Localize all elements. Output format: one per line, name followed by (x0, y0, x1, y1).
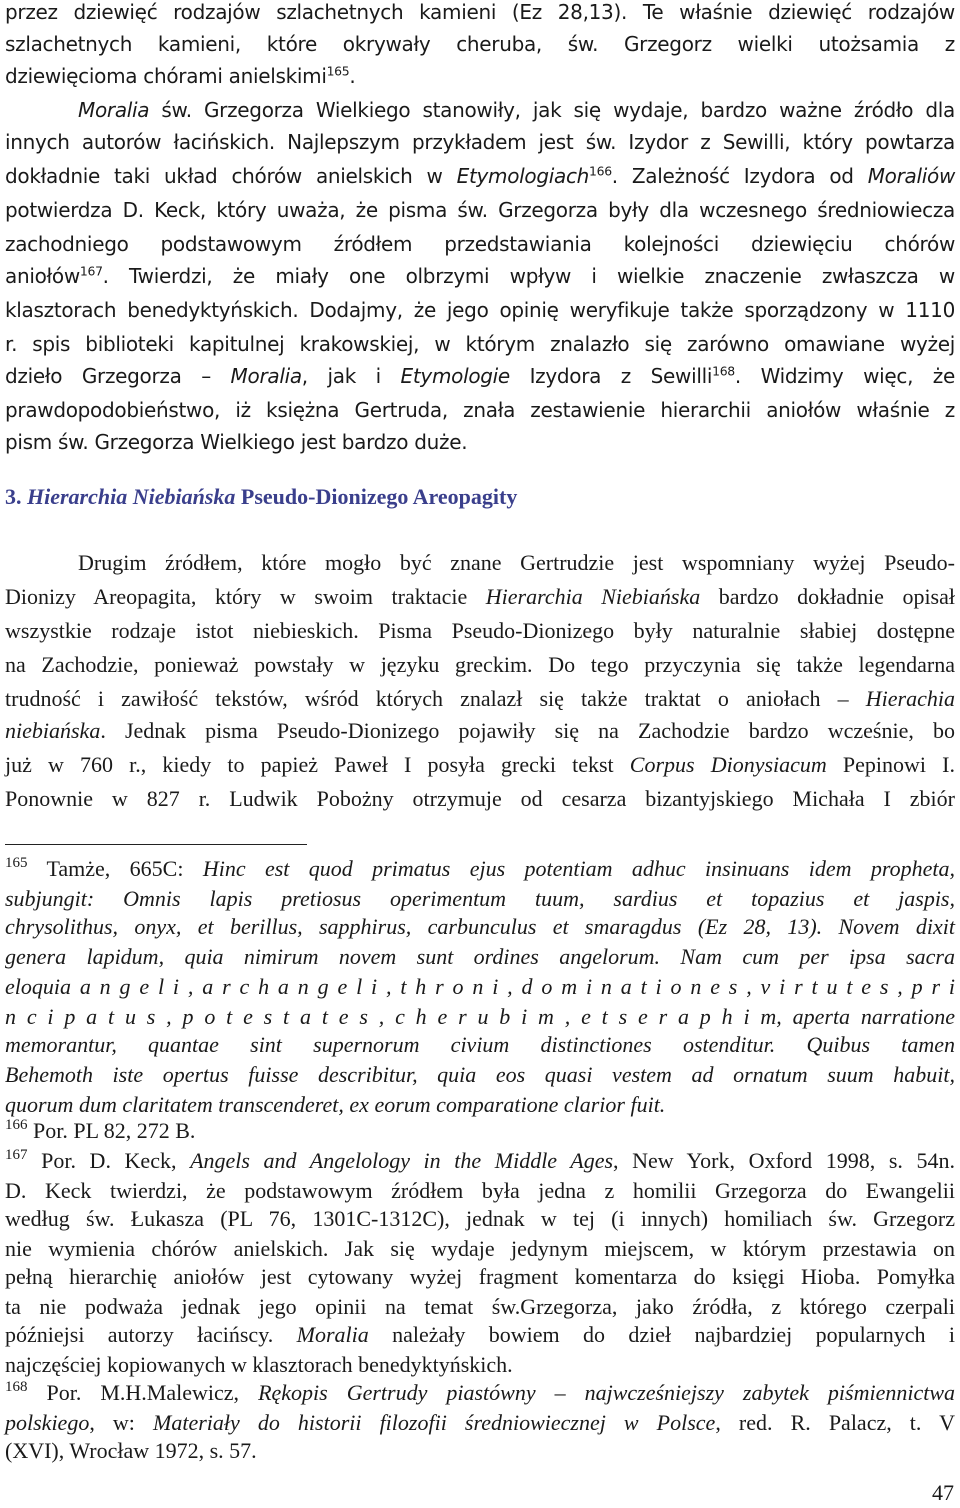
text-line: dziewięcioma chórami anielskimi$^{165}$. (5, 63, 356, 88)
footnote-line: $^{167}$ Por. D. Keck, Angels and Angelology in the Middle Ages, New York, Oxford 1998, s. 54n. (5, 1147, 956, 1173)
italic-text: Etymologiach (456, 164, 590, 188)
page-number: 47 (932, 1480, 954, 1505)
italic-text: Materiały do historii filozofii średniowiecznej w Polsce (153, 1410, 716, 1435)
text-line: szlachetnych kamieni, które okrywały cheruba, św. Grzegorz wielki utożsamia z (5, 32, 955, 56)
text-line: potwierdza D. Keck, który uważa, że pisma św. Grzegorza były dla wczesnego średniowiecza (5, 198, 955, 222)
italic-text: Moraliów (867, 164, 955, 188)
footnote-line: późniejsi autorzy łacińscy. Moralia należały bowiem do dzieł najbardziej popularnych i (5, 1322, 956, 1347)
italic-text: polskiego (5, 1410, 90, 1435)
footnote-line: $^{166}$ Por. PL 82, 272 B. (5, 1117, 196, 1143)
footnote-line: pełną hierarchię aniołów jest cytowany wyżej fragment komentarza do księgi Hioba. Pomyłka (5, 1264, 955, 1289)
footnote-number: 168 (5, 1379, 28, 1395)
footnote-ref: 168 (712, 363, 735, 379)
italic-text: Moralia (296, 1322, 369, 1347)
text-line: już w 760 r., kiedy to papież Paweł I posyła grecki tekst Corpus Dionysiacum Pepinowi I. (5, 752, 955, 777)
footnote-ref: 166 (589, 163, 612, 179)
footnote-line (5, 1062, 955, 1088)
text-line: na Zachodzie, ponieważ powstały w języku greckim. Do tego przyczynia się także legendarna (5, 652, 955, 677)
footnote-line: według św. Łukasza (PL 76, 1301C-1312C), jednak w tej (i innych) homiliach św. Grzegorz (5, 1206, 955, 1231)
footnote-line (5, 944, 955, 970)
text-line: trudność i zawiłość tekstów, wśród których znalazł się także traktat o aniołach – Hierachia (5, 686, 955, 711)
italic-text: Moralia (78, 98, 150, 122)
footnote-ref: 165 (326, 63, 350, 79)
italic-text: genera lapidum, quia nimirum novem sunt ordines angelorum. Nam cum per ipsa sacra (5, 944, 955, 969)
italic-text: Hierarchia Niebiańska (485, 584, 701, 609)
footnote-number: 166 (5, 1117, 28, 1133)
footnote-number: 167 (5, 1147, 28, 1163)
text-line: pism św. Grzegorza Wielkiego jest bardzo duże. (5, 430, 468, 454)
footnote-line (5, 1092, 955, 1118)
text-line: Drugim źródłem, które mogło być znane Gertrudzie jest wspomniany wyżej Pseudo- (78, 550, 955, 575)
footnote-line: D. Keck twierdzi, że podstawowym źródłem była jedna z homilii Grzegorza do Ewangelii (5, 1178, 955, 1203)
italic-text: Hierachia (865, 686, 955, 711)
italic-text: n c i p a t u s , p o t e s t a t e s , c h e r u b i m , e t s e r a p h i m, aperta narratione (5, 1004, 955, 1029)
footnote-line: (XVI), Wrocław 1972, s. 57. (5, 1438, 257, 1463)
footnote-line: $^{168}$ Por. M.H.Malewicz, Rękopis Gertrudy piastówny – najwcześniejszy zabytek piśmiennictwa (5, 1379, 956, 1405)
footnote-line (5, 914, 955, 940)
footnote-line: najczęściej kopiowanych w klasztorach benedyktyńskich. (5, 1352, 513, 1377)
italic-text: Angels and Angelology in the Middle Ages (190, 1148, 614, 1173)
text-line: dzieło Grzegorza – Moralia, jak i Etymologie Izydora z Sewilli$^{168}$. Widzimy więc, że (5, 363, 955, 388)
italic-text: Hinc est quod primatus ejus potentiam adhuc insinuans idem propheta, (202, 856, 955, 881)
italic-text: eloquia a n g e l i , a r c h a n g e l i , t h r o n i , d o m i n a t i o n e s , v i r t u t e s , p r i (5, 974, 955, 999)
italic-text: quorum dum claritatem transcenderet, ex eorum comparatione clarior fuit. (5, 1092, 666, 1117)
italic-text: memorantur, quantae sint supernorum civium distinctiones ostenditur. Quibus tamen (5, 1032, 955, 1057)
footnote-line: $^{165}$ Tamże, 665C: Hinc est quod primatus ejus potentiam adhuc insinuans idem propheta, (5, 855, 955, 881)
italic-text: Moralia (230, 364, 302, 388)
text-line: klasztorach benedyktyńskich. Dodajmy, że jego opinię weryfikuje także sporządzony w 1110 (5, 298, 955, 322)
footnote-ref: 167 (79, 263, 103, 279)
section-title-italic: Hierarchia Niebiańska (27, 484, 236, 509)
text-line: Dionizy Areopagita, który w swoim traktacie Hierarchia Niebiańska bardzo dokładnie opisał (5, 584, 955, 609)
italic-text: Corpus Dionysiacum (629, 752, 827, 777)
section-title-rest: Pseudo-Dionizego Areopagity (235, 484, 518, 509)
footnote-separator (5, 844, 307, 845)
footnote-line: polskiego, w: Materiały do historii filozofii średniowiecznej w Polsce, red. R. Palacz, t. V (5, 1410, 955, 1435)
section-number: 3. (5, 484, 22, 509)
footnote-line (5, 974, 955, 1000)
italic-text: niebiańska (5, 718, 101, 743)
footnote-line (5, 1004, 955, 1030)
text-line: r. spis biblioteki kapitulnej krakowskiej, w którym znalazło się zarówno omawiane wyżej (5, 332, 955, 356)
footnote-number: 165 (5, 855, 28, 871)
footnote-line (5, 1032, 955, 1058)
italic-text: subjungit: Omnis lapis pretiosus operimentum tuum, sardius et topazius et jaspis, (5, 886, 955, 911)
section-heading (5, 484, 955, 510)
text-line: aniołów$^{167}$. Twierdzi, że miały one olbrzymi wpływ i wielkie znaczenie zwłaszcza w (5, 263, 955, 288)
italic-text: Rękopis Gertrudy piastówny – najwcześniejszy zabytek piśmiennictwa (258, 1380, 956, 1405)
text-line: wszystkie rodzaje istot niebieskich. Pisma Pseudo-Dionizego były naturalnie słabiej dostępne (5, 618, 955, 643)
italic-text: Etymologie (400, 364, 510, 388)
text-line: innych autorów łacińskich. Najlepszym przykładem jest św. Izydor z Sewilli, który powtarza (5, 130, 955, 154)
text-line: niebiańska. Jednak pisma Pseudo-Dionizego pojawiły się na Zachodzie bardzo wcześnie, bo (5, 718, 955, 743)
text-line: prawdopodobieństwo, iż księżna Gertruda, znała zestawienie hierarchii aniołów właśnie z (5, 398, 955, 422)
footnote-line: ta nie podważa jednak jego opinii na temat św.Grzegorza, jako źródła, z którego czerpali (5, 1294, 955, 1319)
italic-text: Behemoth iste opertus fuisse describitur, quia eos quasi vestem ad ornatum suum habuit, (5, 1062, 955, 1087)
text-line: Ponownie w 827 r. Ludwik Pobożny otrzymuje od cesarza bizantyjskiego Michała I zbiór (5, 786, 955, 811)
text-line: zachodniego podstawowym źródłem przedstawiania kolejności dziewięciu chórów (5, 232, 955, 256)
text-line: przez dziewięć rodzajów szlachetnych kamieni (Ez 28,13). Te właśnie dziewięć rodzajów (5, 0, 955, 24)
italic-text: chrysolithus, onyx, et berillus, sapphirus, carbunculus et smaragdus (Ez 28, 13). Novem dixit (5, 914, 955, 939)
text-line: Moralia św. Grzegorza Wielkiego stanowiły, jak się wydaje, bardzo ważne źródło dla (78, 98, 955, 122)
text-line: dokładnie taki układ chórów anielskich w Etymologiach$^{166}$. Zależność Izydora od Moraliów (5, 163, 955, 188)
footnote-line (5, 886, 955, 912)
footnote-line: nie wymienia chórów anielskich. Jak się wydaje jedynym miejscem, w którym przestawia on (5, 1236, 955, 1261)
